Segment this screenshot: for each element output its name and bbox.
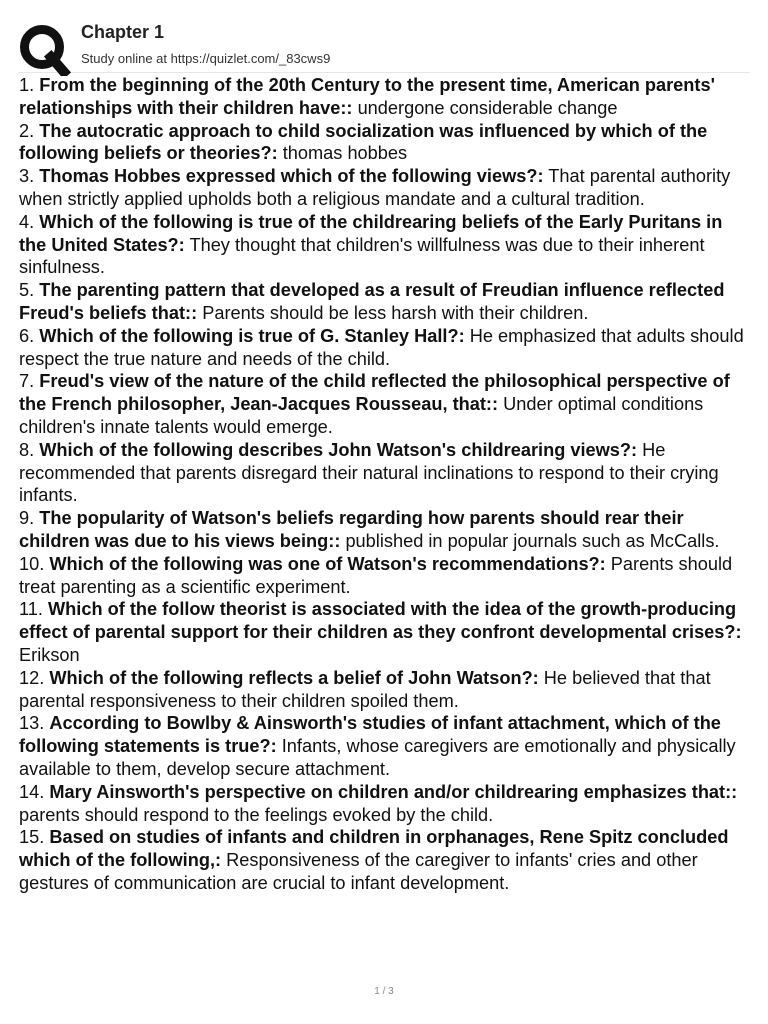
list-item bbox=[19, 781, 753, 827]
item-number: 15. bbox=[19, 827, 45, 848]
item-number: 1. bbox=[19, 75, 35, 95]
question-text: Mary Ainsworth's perspective on children and/or childrearing emphasizes that:: bbox=[49, 781, 738, 802]
answer-text: thomas hobbes bbox=[282, 143, 408, 164]
list-item bbox=[19, 826, 753, 894]
answer-text: Parents should be less harsh with their children. bbox=[202, 302, 589, 323]
item-number: 8. bbox=[19, 439, 35, 460]
question-text: Freud's view of the nature of the child reflected the philosophical perspective of the French philosopher, Jean-Jacques Rousseau, that:: bbox=[19, 371, 730, 415]
answer-text: undergone considerable change bbox=[357, 97, 618, 118]
page-title: Chapter 1 bbox=[81, 22, 165, 42]
page-header bbox=[18, 16, 750, 73]
list-item bbox=[19, 120, 753, 166]
question-text: Which of the following describes John Watson's childrearing views?: bbox=[39, 439, 638, 460]
item-number: 5. bbox=[19, 280, 35, 301]
item-number: 7. bbox=[19, 371, 35, 392]
answer-text: Under optimal conditions children's innate talents would emerge. bbox=[19, 394, 704, 437]
question-text: Which of the follow theorist is associated with the idea of the growth-producing effect of parental support for their children as they confront developmental crises?: bbox=[19, 599, 742, 643]
item-number: 4. bbox=[19, 211, 35, 232]
question-text: Which of the following is true of the childrearing beliefs of the Early Puritans in the United States?: bbox=[19, 211, 723, 255]
list-item bbox=[19, 598, 753, 666]
item-number: 13. bbox=[19, 713, 45, 734]
list-item bbox=[19, 439, 753, 507]
list-item bbox=[19, 74, 753, 120]
answer-text: They thought that children's willfulness was due to their inherent sinfulness. bbox=[19, 234, 705, 278]
answer-text: Erikson bbox=[19, 644, 80, 665]
question-text: The autocratic approach to child socialization was influenced by which of the following beliefs or theories?: bbox=[19, 120, 708, 164]
answer-text: parents should respond to the feelings evoked by the child. bbox=[19, 804, 494, 825]
list-item bbox=[19, 553, 753, 599]
item-number: 9. bbox=[19, 508, 35, 529]
list-item bbox=[19, 279, 753, 325]
question-text: Which of the following reflects a belief of John Watson?: bbox=[49, 667, 539, 688]
study-online-link[interactable]: Study online at https://quizlet.com/_83cws9 bbox=[81, 51, 331, 66]
list-item bbox=[19, 165, 753, 211]
item-number: 6. bbox=[19, 325, 35, 346]
item-number: 14. bbox=[19, 781, 45, 802]
answer-text: Infants, whose caregivers are emotionally and physically available to them, develop secure attachment. bbox=[19, 736, 736, 779]
list-item bbox=[19, 507, 753, 553]
question-text: Thomas Hobbes expressed which of the following views?: bbox=[39, 166, 544, 187]
question-text: According to Bowlby & Ainsworth's studies of infant attachment, which of the following statements is true?: bbox=[19, 713, 721, 757]
qa-list bbox=[19, 74, 753, 895]
answer-text: He emphasized that adults should respect the true nature and needs of the child. bbox=[19, 325, 744, 369]
item-number: 2. bbox=[19, 120, 35, 141]
list-item bbox=[19, 370, 753, 438]
question-text: Based on studies of infants and children in orphanages, Rene Spitz concluded which of the following,: bbox=[19, 827, 729, 871]
item-number: 10. bbox=[19, 553, 45, 574]
list-item bbox=[19, 667, 753, 713]
list-item bbox=[19, 325, 753, 371]
answer-text: He recommended that parents disregard their natural inclinations to respond to their crying infants. bbox=[19, 439, 719, 506]
answer-text: He believed that that parental responsiveness to their children spoiled them. bbox=[19, 667, 711, 711]
list-item bbox=[19, 712, 753, 780]
answer-text: Parents should treat parenting as a scientific experiment. bbox=[19, 553, 733, 597]
item-number: 12. bbox=[19, 667, 45, 688]
page-number: 1 / 3 bbox=[374, 986, 394, 997]
item-number: 3. bbox=[19, 166, 35, 187]
question-text: Which of the following is true of G. Stanley Hall?: bbox=[39, 325, 465, 346]
question-text: Which of the following was one of Watson's recommendations?: bbox=[49, 553, 606, 574]
answer-text: Responsiveness of the caregiver to infants' cries and other gestures of communication are crucial to infant development. bbox=[19, 850, 698, 893]
question-text: From the beginning of the 20th Century to the present time, American parents' relationships with their children have:: bbox=[19, 75, 715, 118]
quizlet-logo-icon bbox=[18, 22, 72, 76]
question-text: The popularity of Watson's beliefs regarding how parents should rear their children was due to his views being:: bbox=[19, 508, 684, 551]
answer-text: That parental authority when strictly applied upholds both a religious mandate and a cultural tradition. bbox=[19, 166, 731, 209]
question-text: The parenting pattern that developed as a result of Freudian influence reflected Freud's beliefs that:: bbox=[19, 280, 725, 323]
list-item bbox=[19, 211, 753, 279]
item-number: 11. bbox=[19, 599, 43, 620]
answer-text: published in popular journals such as McCalls. bbox=[345, 530, 720, 551]
